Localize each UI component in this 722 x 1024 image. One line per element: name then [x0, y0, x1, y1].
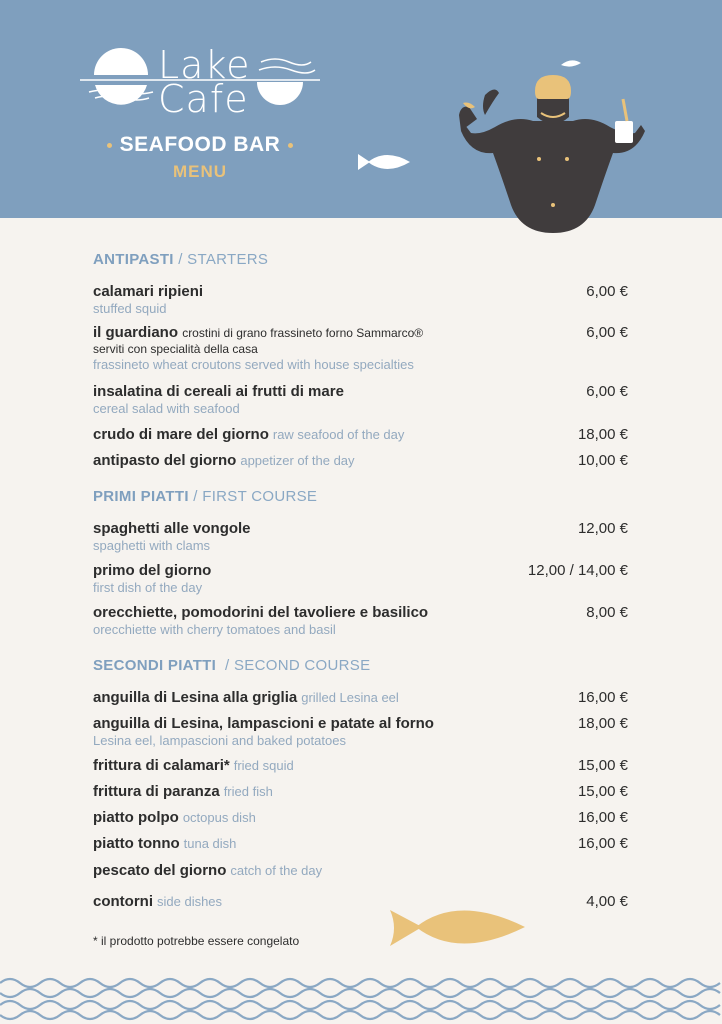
item-price: 12,00 / 14,00 €	[527, 562, 628, 579]
menu-item: spaghetti alle vongole spaghetti with clams 12,00 €	[93, 520, 628, 553]
item-price: 6,00 €	[586, 383, 628, 400]
item-price: 10,00 €	[577, 452, 628, 469]
menu-item: piatto tonno tuna dish 16,00 €	[93, 835, 628, 852]
menu-item: calamari ripieni stuffed squid 6,00 €	[93, 283, 628, 316]
menu-item: antipasto del giorno appetizer of the day 10,00 €	[93, 452, 628, 469]
wave-pattern	[0, 975, 722, 1024]
item-price: 12,00 €	[577, 520, 628, 537]
item-price: 16,00 €	[577, 809, 628, 826]
menu-item: frittura di paranza fried fish 15,00 €	[93, 783, 628, 800]
menu-item: piatto polpo octopus dish 16,00 €	[93, 809, 628, 826]
brand-name-line2: Cafe	[158, 77, 249, 121]
brand-name-line1: Lake	[158, 43, 251, 87]
menu-item: primo del giorno first dish of the day 12,00 / 14,00 €	[93, 562, 628, 595]
item-price: 8,00 €	[586, 604, 628, 621]
section-title-starters: ANTIPASTI / STARTERS	[93, 251, 269, 268]
item-price: 18,00 €	[577, 715, 628, 732]
menu-item: orecchiette, pomodorini del tavoliere e basilico orecchiette with cherry tomatoes and basil 8,00 €	[93, 604, 628, 637]
menu-item: frittura di calamari* fried squid 15,00 €	[93, 757, 628, 774]
item-price: 6,00 €	[586, 324, 628, 341]
menu-item: il guardiano crostini di grano frassineto forno Sammarco® serviti con specialità della casa frassineto wheat croutons served with house specialties 6,00 €	[93, 324, 628, 372]
item-price: 4,00 €	[586, 893, 628, 910]
menu-item: anguilla di Lesina, lampascioni e patate al forno Lesina eel, lampascioni and baked potatoes 18,00 €	[93, 715, 628, 748]
menu-item: pescato del giorno catch of the day	[93, 862, 323, 879]
menu-label: MENU	[172, 162, 228, 181]
item-price: 15,00 €	[577, 783, 628, 800]
menu-item: anguilla di Lesina alla griglia grilled Lesina eel 16,00 €	[93, 689, 628, 706]
item-price: 16,00 €	[577, 835, 628, 852]
item-price: 6,00 €	[586, 283, 628, 300]
section-title-first-course: PRIMI PIATTI / FIRST COURSE	[93, 488, 318, 505]
footnote: * il prodotto potrebbe essere congelato	[93, 934, 300, 948]
item-price: 16,00 €	[577, 689, 628, 706]
item-price: 15,00 €	[577, 757, 628, 774]
fish-icon	[388, 900, 528, 954]
menu-item: crudo di mare del giorno raw seafood of the day 18,00 €	[93, 426, 628, 443]
item-price: 18,00 €	[577, 426, 628, 443]
subtitle: SEAFOOD BAR	[119, 133, 281, 156]
section-title-second-course: SECONDI PIATTI / SECOND COURSE	[93, 657, 371, 674]
menu-item: contorni side dishes 4,00 €	[93, 893, 628, 910]
menu-item: insalatina di cereali ai frutti di mare cereal salad with seafood 6,00 €	[93, 383, 628, 416]
